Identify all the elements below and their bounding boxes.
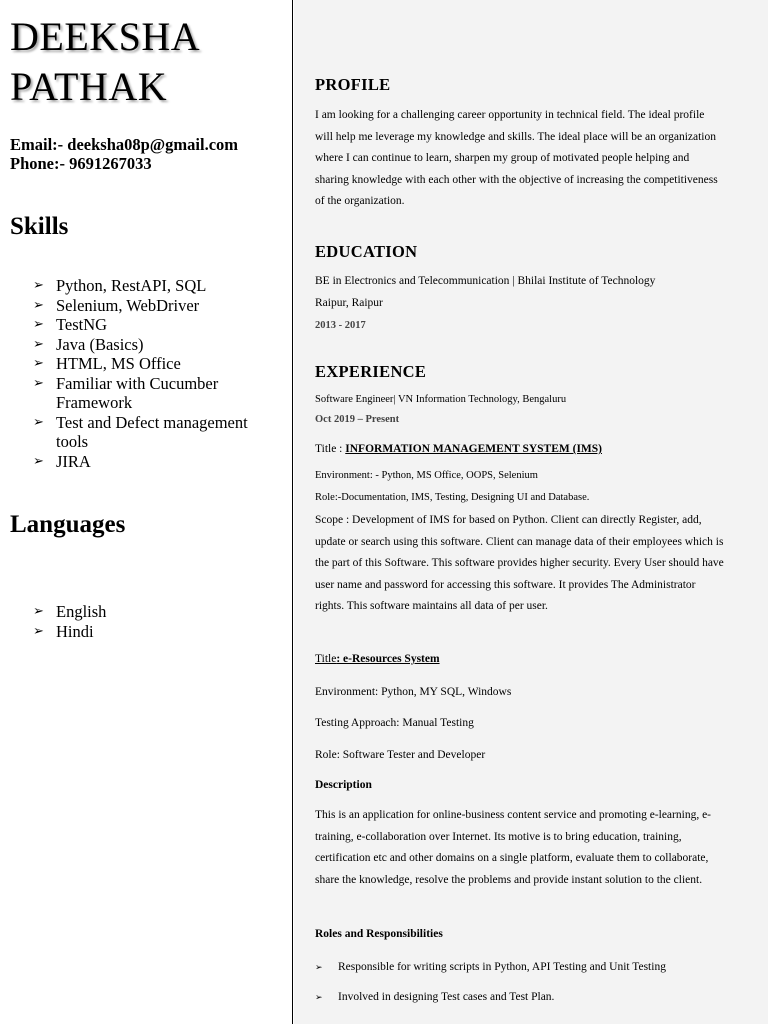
skill-item: ➢ TestNG (33, 315, 108, 334)
arrow-bullet-icon: ➢ (33, 623, 44, 639)
project1-title-line (315, 441, 745, 457)
profile-text: I am looking for a challenging career opportunity in technical field. The ideal profile will help me leverage my knowledge and skills. The ideal place will be an organization where I can continue to learn, sharpen my group of motivated people helping and sharing knowledge with each other with the objective of increasing the competitiveness of the organization. (315, 109, 718, 207)
skill-item: ➢ Test and Defect management tools (33, 412, 248, 451)
skill-item: ➢ Python, RestAPI, SQL (33, 276, 207, 295)
project1-environment: Environment: - Python, MS Office, OOPS, Selenium (315, 470, 538, 481)
languages-heading: Languages (10, 511, 126, 538)
project2-environment: Environment: Python, MY SQL, Windows (315, 686, 512, 698)
education-degree: BE in Electronics and Telecommunication | Bhilai Institute of Technology (315, 275, 656, 287)
project2-role: Role: Software Tester and Developer (315, 749, 486, 761)
arrow-bullet-icon: ➢ (315, 963, 323, 973)
project1-title-label: Title : (315, 443, 346, 455)
project2-title-line (315, 651, 745, 667)
skill-item: ➢ Familiar with Cucumber Framework (33, 373, 219, 412)
contact-info (10, 135, 238, 173)
responsibilities-heading: Roles and Responsibilities (315, 928, 443, 940)
education-heading: EDUCATION (315, 242, 418, 261)
email-text: Email:- deeksha08p@gmail.com (10, 135, 239, 154)
arrow-bullet-icon: ➢ (33, 278, 44, 293)
skill-item: ➢ JIRA (33, 451, 91, 471)
languages-list (33, 602, 283, 641)
experience-role-company: Software Engineer| VN Information Technology, Bengaluru (315, 394, 567, 405)
responsibility-item: ➢ Responsible for writing scripts in Python, API Testing and Unit Testing (315, 959, 666, 976)
arrow-bullet-icon: ➢ (33, 414, 44, 430)
project2-title-label: Title (315, 653, 337, 665)
project2-description: This is an application for online-business content service and promoting e-learning, e-training, e-collaboration over Internet. Its motive is to bring education, training, certification etc and other domains on a single platform, evaluate them to collaborate, share the knowledge, resolve the problems and provide instant solution to the client. (315, 809, 711, 886)
candidate-name (10, 12, 200, 112)
arrow-bullet-icon: ➢ (33, 317, 44, 332)
skills-heading: Skills (10, 213, 69, 240)
skill-item: ➢ Java (Basics) (33, 334, 144, 354)
arrow-bullet-icon: ➢ (33, 604, 44, 619)
education-years: 2013 - 2017 (315, 320, 366, 331)
arrow-bullet-icon: ➢ (33, 453, 44, 469)
skills-list (33, 276, 283, 471)
skill-item: ➢ HTML, MS Office (33, 354, 181, 373)
responsibility-item: ➢ Involved in designing Test cases and Test Plan. (315, 989, 554, 1006)
arrow-bullet-icon: ➢ (33, 297, 44, 313)
language-item: ➢ English (33, 602, 107, 621)
project2-testing-approach: Testing Approach: Manual Testing (315, 717, 474, 729)
experience-heading: EXPERIENCE (315, 362, 427, 381)
project1-title: INFORMATION MANAGEMENT SYSTEM (IMS) (345, 443, 602, 455)
arrow-bullet-icon: ➢ (315, 993, 323, 1003)
project1-scope: Scope : Development of IMS for based on Python. Client can directly Register, add, update or search using this software. Client can manage data of their employees which is the part of this Software. This software provides higher security. Every User should have user name and password for accessing this software. It provides The Administrator rights. This software maintains all data of per user. (315, 514, 724, 612)
last-name: PATHAK (10, 64, 168, 109)
first-name: DEEKSHA (10, 14, 201, 59)
project2-description-heading: Description (315, 779, 372, 791)
project1-role: Role:-Documentation, IMS, Testing, Designing UI and Database. (315, 492, 590, 503)
profile-heading: PROFILE (315, 75, 391, 94)
experience-dates: Oct 2019 – Present (315, 414, 400, 425)
project2-title: : e-Resources System (336, 653, 440, 665)
arrow-bullet-icon: ➢ (33, 375, 44, 391)
arrow-bullet-icon: ➢ (33, 336, 44, 352)
left-sidebar (0, 0, 293, 1024)
arrow-bullet-icon: ➢ (33, 356, 44, 371)
skill-item: ➢ Selenium, WebDriver (33, 295, 200, 315)
education-location: Raipur, Raipur (315, 297, 383, 309)
language-item: ➢ Hindi (33, 621, 94, 641)
phone-text: Phone:- 9691267033 (10, 154, 152, 173)
